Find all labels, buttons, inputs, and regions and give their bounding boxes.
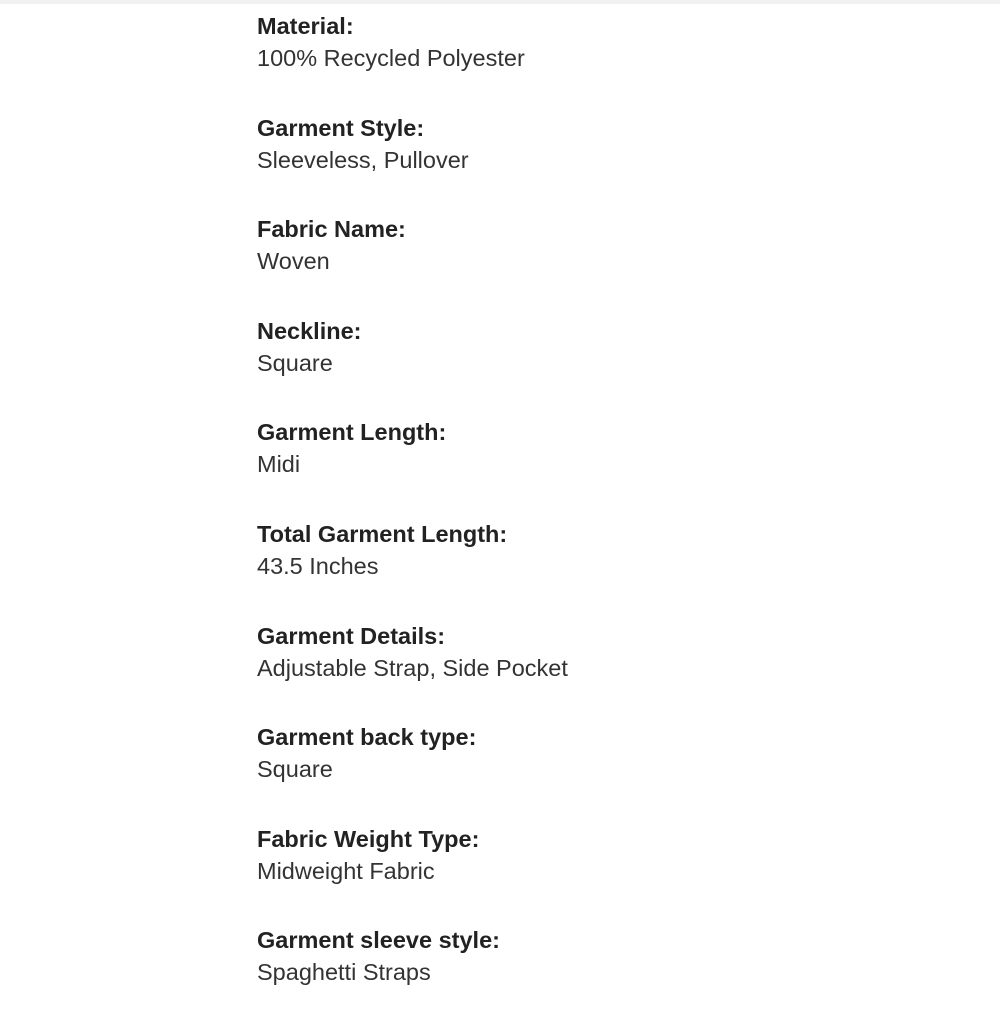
- spec-label: Total Garment Length:: [257, 520, 508, 547]
- spec-material: [257, 10, 957, 112]
- spec-value: Sleeveless, Pullover: [257, 146, 469, 173]
- spec-garment-style: [257, 112, 957, 214]
- spec-label: Fabric Name:: [257, 216, 406, 243]
- spec-value: Midi: [257, 451, 301, 478]
- spec-garment-sleeve-style: [257, 924, 957, 1026]
- spec-value: 100% Recycled Polyester: [257, 45, 525, 71]
- spec-garment-length: [257, 416, 957, 518]
- spec-label: Material:: [257, 13, 354, 39]
- spec-fabric-weight-type: [257, 823, 957, 925]
- spec-label: Garment Length:: [257, 419, 447, 446]
- spec-label: Garment back type:: [257, 724, 477, 751]
- spec-neckline: [257, 315, 957, 417]
- spec-value: Square: [257, 756, 333, 783]
- spec-garment-back-type: [257, 721, 957, 823]
- spec-value: Midweight Fabric: [257, 857, 435, 884]
- spec-fabric-name: [257, 213, 957, 315]
- spec-label: Garment Style:: [257, 114, 425, 141]
- top-divider: [0, 0, 1000, 4]
- spec-label: Garment Details:: [257, 622, 446, 649]
- spec-label: Neckline:: [257, 317, 362, 344]
- spec-value: Spaghetti Straps: [257, 959, 431, 986]
- spec-label: Garment sleeve style:: [257, 927, 500, 954]
- spec-value: Square: [257, 349, 333, 376]
- spec-label: Fabric Weight Type:: [257, 825, 480, 852]
- spec-total-garment-length: [257, 518, 957, 620]
- spec-value: 43.5 Inches: [257, 552, 379, 579]
- spec-value: Woven: [257, 248, 330, 275]
- spec-garment-details: [257, 620, 957, 722]
- spec-value: Adjustable Strap, Side Pocket: [257, 654, 568, 681]
- product-spec-list: [257, 10, 957, 1026]
